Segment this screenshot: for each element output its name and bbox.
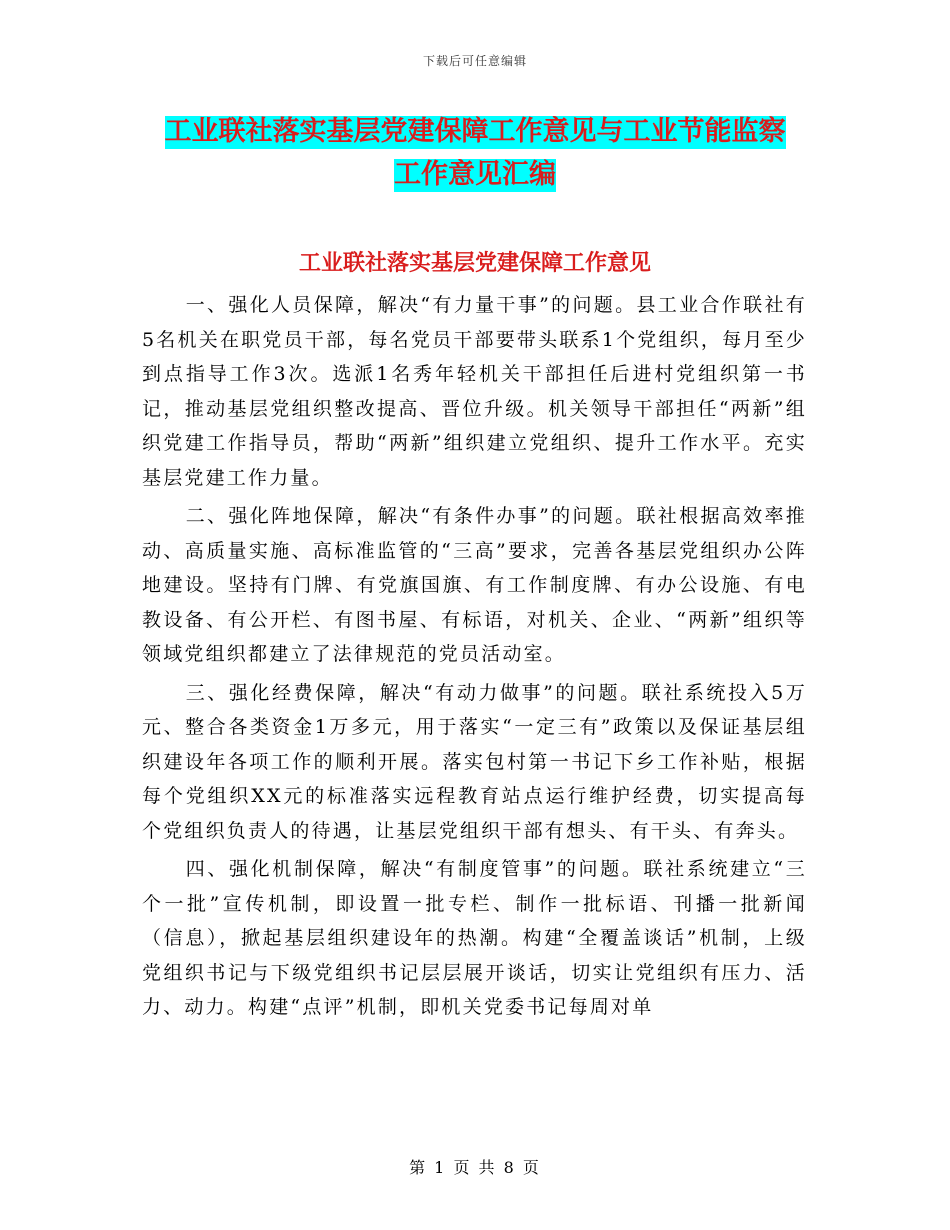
- paragraph-1: 一、强化人员保障，解决“有力量干事”的问题。县工业合作联社有5名机关在职党员干部，每名党员干部要带头联系1个党组织，每月至少到点指导工作3次。选派1名秀年轻机关干部担任后进村党组织第一书记，推动基层党组织整改提高、晋位升级。机关领导干部担任“两新”组织党建工作指导员，帮助“两新”组织建立党组织、提升工作水平。充实基层党建工作力量。: [142, 294, 807, 489]
- paragraph-2: 二、强化阵地保障，解决“有条件办事”的问题。联社根据高效率推动、高质量实施、高标准监管的“三高”要求，完善各基层党组织办公阵地建设。坚持有门牌、有党旗国旗、有工作制度牌、有办公设施、有电教设备、有公开栏、有图书屋、有标语，对机关、企业、“两新”组织等领域党组织都建立了法律规范的党员活动室。: [142, 505, 807, 665]
- document-title-line-1: 工业联社落实基层党建保障工作意见与工业节能监察: [164, 116, 786, 147]
- paragraph-4: 四、强化机制保障，解决“有制度管事”的问题。联社系统建立“三个一批”宣传机制，即设置一批专栏、制作一批标语、刊播一批新闻（信息），掀起基层组织建设年的热潮。构建“全覆盖谈话”机制，上级党组织书记与下级党组织书记层层展开谈话，切实让党组织有压力、活力、动力。构建“点评”机制，即机关党委书记每周对单: [142, 858, 807, 1018]
- document-title: [140, 110, 810, 196]
- section-title: 工业联社落实基层党建保障工作意见: [298, 250, 651, 276]
- page-header-note: 下载后可任意编辑: [422, 54, 527, 68]
- document-title-line-2: 工作意见汇编: [394, 159, 556, 190]
- document-body: [142, 288, 807, 1029]
- page-number-footer: 第 1 页 共 8 页: [409, 1158, 541, 1177]
- paragraph-3: 三、强化经费保障，解决“有动力做事”的问题。联社系统投入5万元、整合各类资金1万多元，用于落实“一定三有”政策以及保证基层组织建设年各项工作的顺利开展。落实包村第一书记下乡工作补贴，根据每个党组织XX元的标准落实远程教育站点运行维护经费，切实提高每个党组织负责人的待遇，让基层党组织干部有想头、有干头、有奔头。: [142, 681, 807, 842]
